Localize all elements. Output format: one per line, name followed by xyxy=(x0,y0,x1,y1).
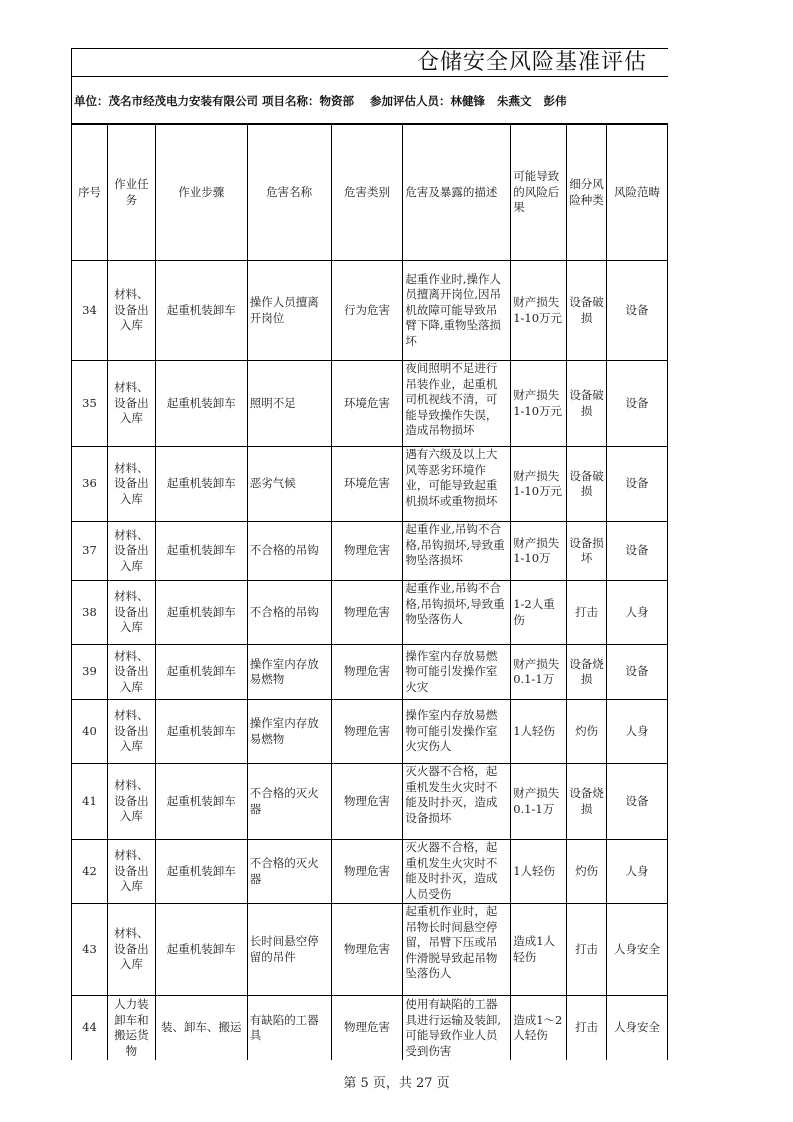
cell-consequence: 财产损失1-10万元 xyxy=(511,361,567,447)
cell-description: 起重作业时,操作人员擅离开岗位,因吊机故障可能导致吊臂下降,重物坠落损坏 xyxy=(403,261,511,361)
page-number-footer: 第 5 页，共 27 页 xyxy=(343,1076,450,1091)
cell-hazard: 不合格的灭火器 xyxy=(247,764,331,840)
cell-category: 物理危害 xyxy=(331,840,403,904)
cell-hazard: 有缺陷的工器具 xyxy=(247,996,331,1061)
cell-description: 操作室内存放易燃物可能引发操作室火灾 xyxy=(403,645,511,700)
header-step: 作业步骤 xyxy=(155,125,247,261)
cell-hazard: 操作室内存放易燃物 xyxy=(247,700,331,764)
header-hazard: 危害名称 xyxy=(247,125,331,261)
cell-scope: 设备 xyxy=(607,447,668,522)
cell-step: 起重机装卸车 xyxy=(155,840,247,904)
info-row xyxy=(71,77,668,124)
cell-scope: 人身 xyxy=(607,700,668,764)
cell-description xyxy=(403,581,511,645)
cell-task: 材料、设备出入库 xyxy=(107,361,155,447)
table-row xyxy=(72,447,668,522)
cell-task: 人力装卸车和搬运货物 xyxy=(107,996,155,1061)
description-text: 起重作业,吊钩不合格,吊钩损坏,导致重物坠落损坏 xyxy=(405,522,505,567)
cell-risk-type: 灼伤 xyxy=(567,840,607,904)
cell-risk-type: 设备烧损 xyxy=(567,764,607,840)
cell-description xyxy=(403,840,511,904)
description-text: 遇有六级及以上大风等恶劣环境作业，可能导致起重机损坏或重物损坏 xyxy=(405,447,498,508)
cell-risk-type: 设备损坏 xyxy=(567,522,607,581)
cell-description xyxy=(403,447,511,522)
cell-step: 起重机装卸车 xyxy=(155,700,247,764)
cell-category: 物理危害 xyxy=(331,764,403,840)
cell-task: 材料、设备出入库 xyxy=(107,840,155,904)
cell-hazard: 操作人员擅离开岗位 xyxy=(247,261,331,361)
header-no: 序号 xyxy=(72,125,108,261)
cell-description xyxy=(403,522,511,581)
cell-category: 物理危害 xyxy=(331,645,403,700)
table-row xyxy=(72,840,668,904)
cell-task: 材料、设备出入库 xyxy=(107,522,155,581)
table-row xyxy=(72,645,668,700)
cell-risk-type: 打击 xyxy=(567,904,607,996)
cell-hazard: 不合格的灭火器 xyxy=(247,840,331,904)
cell-description: 操作室内存放易燃物可能引发操作室火灾伤人 xyxy=(403,700,511,764)
table-region xyxy=(71,48,668,1060)
cell-category: 物理危害 xyxy=(331,996,403,1061)
cell-step: 起重机装卸车 xyxy=(155,581,247,645)
cell-scope: 设备 xyxy=(607,522,668,581)
cell-scope: 人身 xyxy=(607,840,668,904)
page-title: 仓储安全风险基准评估 xyxy=(417,50,648,75)
cell-step: 起重机装卸车 xyxy=(155,522,247,581)
cell-risk-type: 设备烧损 xyxy=(567,645,607,700)
cell-task: 材料、设备出入库 xyxy=(107,764,155,840)
cell-hazard: 不合格的吊钩 xyxy=(247,522,331,581)
cell-category: 物理危害 xyxy=(331,522,403,581)
cell-task: 材料、设备出入库 xyxy=(107,904,155,996)
cell-category: 物理危害 xyxy=(331,700,403,764)
cell-scope: 设备 xyxy=(607,261,668,361)
cell-hazard: 长时间悬空停留的吊件 xyxy=(247,904,331,996)
cell-category: 物理危害 xyxy=(331,581,403,645)
cell-no: 40 xyxy=(72,700,108,764)
table-header-row xyxy=(72,125,668,261)
header-risk-type: 细分风险种类 xyxy=(567,125,607,261)
cell-risk-type: 打击 xyxy=(567,581,607,645)
table-row xyxy=(72,996,668,1061)
risk-assessment-table xyxy=(71,124,668,1060)
cell-scope: 人身安全 xyxy=(607,996,668,1061)
cell-risk-type: 打击 xyxy=(567,996,607,1061)
cell-no: 44 xyxy=(72,996,108,1061)
cell-no: 36 xyxy=(72,447,108,522)
header-category: 危害类别 xyxy=(331,125,403,261)
cell-hazard: 照明不足 xyxy=(247,361,331,447)
cell-risk-type: 设备破损 xyxy=(567,447,607,522)
table-row xyxy=(72,764,668,840)
cell-step: 起重机装卸车 xyxy=(155,904,247,996)
cell-no: 41 xyxy=(72,764,108,840)
cell-scope: 人身 xyxy=(607,581,668,645)
cell-consequence: 财产损失1-10万 xyxy=(511,522,567,581)
header-description: 危害及暴露的描述 xyxy=(403,125,511,261)
cell-consequence: 财产损失1-10万元 xyxy=(511,261,567,361)
cell-task: 材料、设备出入库 xyxy=(107,645,155,700)
description-text: 夜间照明不足进行吊装作业，起重机司机视线不清，可能导致操作失误，造成吊物损坏 xyxy=(405,361,498,437)
cell-no: 37 xyxy=(72,522,108,581)
title-row xyxy=(71,48,668,77)
cell-scope: 人身安全 xyxy=(607,904,668,996)
table-row xyxy=(72,700,668,764)
header-scope: 风险范畴 xyxy=(607,125,668,261)
cell-risk-type: 设备破损 xyxy=(567,361,607,447)
cell-hazard: 恶劣气候 xyxy=(247,447,331,522)
cell-step: 起重机装卸车 xyxy=(155,261,247,361)
cell-consequence: 财产损失0.1-1万 xyxy=(511,645,567,700)
header-task: 作业任务 xyxy=(107,125,155,261)
cell-task: 材料、设备出入库 xyxy=(107,447,155,522)
assessment-info: 单位：茂名市经茂电力安装有限公司 项目名称：物资部 参加评估人员：林健锋 朱燕文 彭伟 xyxy=(74,94,567,108)
cell-no: 35 xyxy=(72,361,108,447)
cell-scope: 设备 xyxy=(607,361,668,447)
description-text: 起重作业,吊钩不合格,吊钩损坏,导致重物坠落伤人 xyxy=(405,581,505,626)
cell-category: 行为危害 xyxy=(331,261,403,361)
cell-description xyxy=(403,904,511,996)
cell-risk-type: 设备破损 xyxy=(567,261,607,361)
cell-consequence: 财产损失0.1-1万 xyxy=(511,764,567,840)
cell-no: 39 xyxy=(72,645,108,700)
cell-consequence: 财产损失1-10万元 xyxy=(511,447,567,522)
cell-task: 材料、设备出入库 xyxy=(107,261,155,361)
cell-step: 起重机装卸车 xyxy=(155,361,247,447)
cell-task: 材料、设备出入库 xyxy=(107,700,155,764)
cell-scope: 设备 xyxy=(607,645,668,700)
cell-hazard: 操作室内存放易燃物 xyxy=(247,645,331,700)
cell-description xyxy=(403,764,511,840)
cell-consequence: 1-2人重伤 xyxy=(511,581,567,645)
cell-no: 42 xyxy=(72,840,108,904)
cell-scope: 设备 xyxy=(607,764,668,840)
cell-consequence: 1人轻伤 xyxy=(511,700,567,764)
table-row xyxy=(72,261,668,361)
table-row xyxy=(72,361,668,447)
table-row xyxy=(72,581,668,645)
description-text: 灭火器不合格，起重机发生火灾时不能及时扑灭，造成设备损坏 xyxy=(405,764,498,825)
header-consequence: 可能导致的风险后果 xyxy=(511,125,567,261)
cell-hazard: 不合格的吊钩 xyxy=(247,581,331,645)
table-row xyxy=(72,904,668,996)
cell-no: 43 xyxy=(72,904,108,996)
cell-no: 38 xyxy=(72,581,108,645)
cell-category: 物理危害 xyxy=(331,904,403,996)
table-row xyxy=(72,522,668,581)
cell-consequence: 造成1～2人轻伤 xyxy=(511,996,567,1061)
cell-step: 起重机装卸车 xyxy=(155,645,247,700)
description-text: 灭火器不合格，起重机发生火灾时不能及时扑灭，造成人员受伤 xyxy=(405,840,498,901)
cell-consequence: 1人轻伤 xyxy=(511,840,567,904)
cell-step: 装、卸车、搬运 xyxy=(155,996,247,1061)
cell-risk-type: 灼伤 xyxy=(567,700,607,764)
cell-no: 34 xyxy=(72,261,108,361)
cell-consequence: 造成1人轻伤 xyxy=(511,904,567,996)
cell-category: 环境危害 xyxy=(331,361,403,447)
cell-description: 使用有缺陷的工器具进行运输及装卸,可能导致作业人员受到伤害 xyxy=(403,996,511,1061)
cell-step: 起重机装卸车 xyxy=(155,447,247,522)
cell-task: 材料、设备出入库 xyxy=(107,581,155,645)
cell-category: 环境危害 xyxy=(331,447,403,522)
cell-description xyxy=(403,361,511,447)
description-text: 起重机作业时，起吊物长时间悬空停留，吊臂下压或吊件滑脱导致起吊物坠落伤人 xyxy=(405,904,498,980)
cell-step: 起重机装卸车 xyxy=(155,764,247,840)
